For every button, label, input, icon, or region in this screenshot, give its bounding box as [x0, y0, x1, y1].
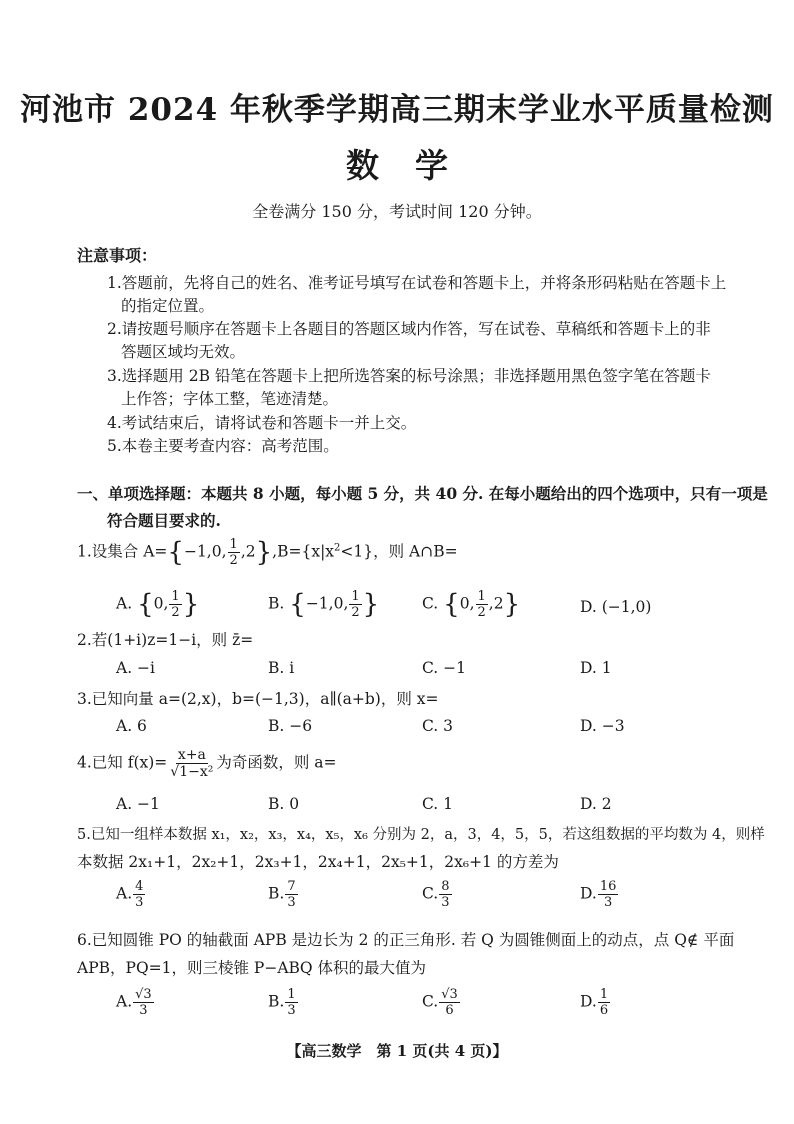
- q2-option-d[interactable]: D. 1: [580, 659, 612, 677]
- q1-option-c[interactable]: C. {0, $\frac{1}{2}$ ,2}: [422, 589, 521, 620]
- page-footer: 【高三数学 第 1 页(共 4 页)】: [286, 1042, 508, 1060]
- note-line: 答题区域均无效。: [121, 343, 246, 361]
- exam-title: 河池市 2024 年秋季学期高三期末学业水平质量检测: [20, 92, 774, 128]
- q4-option-c[interactable]: C. 1: [422, 795, 454, 813]
- question-6-stem-cont: APB，PQ=1，则三棱锥 P−ABQ 体积的最大值为: [77, 959, 427, 977]
- note-line: 3.选择题用 2B 铅笔在答题卡上把所选答案的标号涂黑；非选择题用黑色签字笔在答题卡: [107, 367, 711, 385]
- q3-option-a[interactable]: A. 6: [116, 717, 147, 735]
- note-line: 的指定位置。: [121, 297, 215, 315]
- q3-option-b[interactable]: B. −6: [268, 717, 313, 735]
- q6-option-d[interactable]: D. $\frac{1}{6}$: [580, 987, 609, 1018]
- question-3-stem: 3.已知向量 a=(2,x)，b=(−1,3)，a∥(a+b)，则 x=: [77, 690, 439, 708]
- q3-option-c[interactable]: C. 3: [422, 717, 454, 735]
- question-4-stem: 4.已知 f(x)= $\frac{x+a}{\text{√1−x²}}$ 为奇函数，则 a=: [77, 747, 337, 780]
- q5-option-b[interactable]: B. $\frac{7}{3}$: [268, 879, 296, 910]
- q5-option-c[interactable]: C. $\frac{8}{3}$: [422, 879, 450, 910]
- subject-title: 数学: [346, 146, 484, 185]
- q5-option-a[interactable]: A. $\frac{4}{3}$: [116, 879, 144, 910]
- q4-option-a[interactable]: A. −1: [116, 795, 160, 813]
- question-2-stem: 2.若(1+i)z=1−i，则 z̄=: [77, 631, 254, 649]
- question-5-stem: 5.已知一组样本数据 x₁，x₂，x₃，x₄，x₅，x₆ 分别为 2，a，3，4，5，5，若这组数据的平均数为 4，则样: [77, 827, 765, 843]
- note-line: 2.请按题号顺序在答题卡上各题目的答题区域内作答，写在试卷、草稿纸和答题卡上的非: [107, 320, 711, 338]
- q4-option-b[interactable]: B. 0: [268, 795, 300, 813]
- section-heading: 一、单项选择题：本题共 8 小题，每小题 5 分，共 40 分. 在每小题给出的四个选项中，只有一项是: [77, 484, 768, 503]
- q2-option-a[interactable]: A. −i: [116, 659, 155, 677]
- question-5-stem-cont: 本数据 2x₁+1，2x₂+1，2x₃+1，2x₄+1，2x₅+1，2x₆+1 的方差为: [77, 853, 559, 871]
- q4-option-d[interactable]: D. 2: [580, 795, 612, 813]
- q1-option-b[interactable]: B. {−1,0, $\frac{1}{2}$ }: [268, 589, 380, 620]
- note-line: 上作答；字体工整，笔迹清楚。: [121, 390, 339, 408]
- note-line: 5.本卷主要考查内容：高考范围。: [107, 437, 339, 455]
- question-1-stem: 1.设集合 A={−1,0, $\frac{1}{2}$ $,2\},B=\{x|x^2<1\}$，则 A∩B=: [77, 537, 458, 568]
- q6-option-b[interactable]: B. $\frac{1}{3}$: [268, 987, 296, 1018]
- q2-option-c[interactable]: C. −1: [422, 659, 467, 677]
- note-line: 4.考试结束后，请将试卷和答题卡一并上交。: [107, 414, 417, 432]
- q6-option-c[interactable]: C. $\frac{√3}{6}$: [422, 987, 458, 1018]
- q1-option-a[interactable]: A. {0, $\frac{1}{2}$ }: [116, 589, 200, 620]
- q3-option-d[interactable]: D. −3: [580, 717, 625, 735]
- q6-option-a[interactable]: A. $\frac{√3}{3}$: [116, 987, 152, 1018]
- question-6-stem: 6.已知圆锥 PO 的轴截面 APB 是边长为 2 的正三角形. 若 Q 为圆锥侧面上的动点，点 Q∉ 平面: [77, 931, 735, 949]
- q1-option-d[interactable]: D. (−1,0): [580, 598, 652, 616]
- section-heading-cont: 符合题目要求的.: [107, 511, 221, 530]
- q5-option-d[interactable]: D. $\frac{16}{3}$: [580, 879, 617, 910]
- notes-heading: 注意事项：: [77, 246, 158, 265]
- note-line: 1.答题前，先将自己的姓名、准考证号填写在试卷和答题卡上，并将条形码粘贴在答题卡上: [107, 274, 727, 292]
- q2-option-b[interactable]: B. i: [268, 659, 295, 677]
- exam-info: 全卷满分 150 分，考试时间 120 分钟。: [252, 202, 542, 221]
